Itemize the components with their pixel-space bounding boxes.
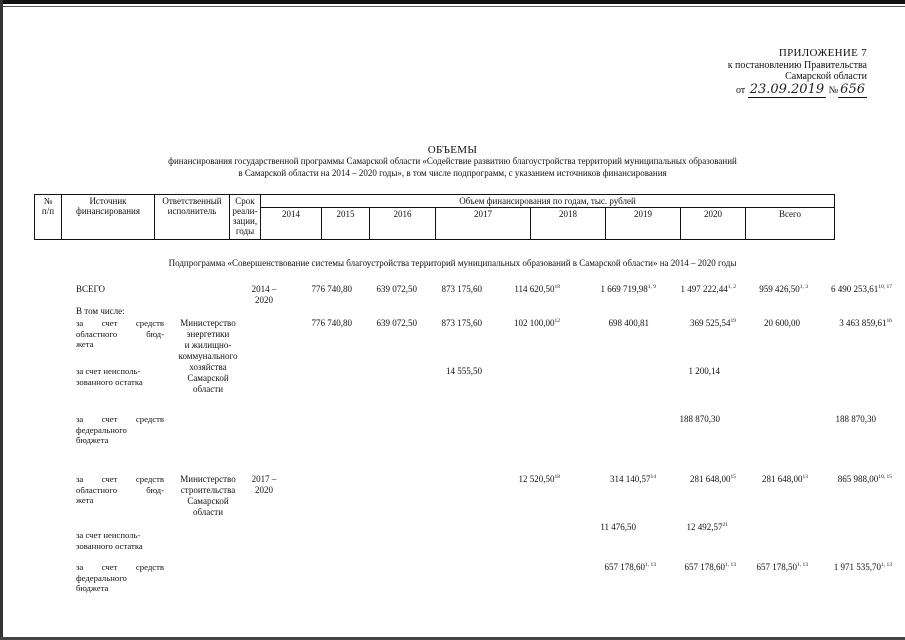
header-year-2017: 2017 bbox=[436, 208, 531, 240]
total-2017-value: 114 620,50 bbox=[514, 284, 555, 294]
r1-2019-note: 19 bbox=[730, 318, 736, 324]
total-2017 bbox=[470, 284, 560, 295]
header-source-line1: Источник bbox=[89, 196, 127, 206]
r6-2020 bbox=[736, 562, 808, 573]
total-2020-note: 1, 3 bbox=[799, 284, 808, 290]
r4-2020-note: 13 bbox=[802, 474, 808, 480]
r4-resp-line2: строительства bbox=[180, 485, 236, 495]
r4-responsible bbox=[168, 474, 248, 518]
r4-term-line2: 2020 bbox=[255, 485, 273, 495]
subtitle-line2: в Самарской области на 2014 – 2020 годы», в том числе подпрограмм, с указанием источников финансирования bbox=[238, 167, 667, 178]
r4-resp-line3: Самарской bbox=[187, 496, 229, 506]
header-year-2016: 2016 bbox=[370, 208, 436, 240]
r4-2019 bbox=[656, 474, 736, 485]
header-term-line2: реали- bbox=[232, 206, 258, 216]
r4-all bbox=[808, 474, 892, 485]
header-source-line2: финансирования bbox=[76, 206, 140, 216]
r5-label bbox=[76, 530, 164, 551]
total-2020-value: 959 426,50 bbox=[759, 284, 800, 294]
r2-label-line2: зованного остатка bbox=[76, 376, 143, 387]
total-2020 bbox=[736, 284, 808, 295]
r1-2014: 776 740,80 bbox=[311, 318, 352, 328]
appendix-block bbox=[728, 48, 867, 96]
r4-2017 bbox=[470, 474, 560, 485]
r4-2018-note: 14 bbox=[650, 474, 656, 480]
r1-responsible bbox=[168, 318, 248, 395]
r1-2015: 639 072,50 bbox=[376, 318, 417, 328]
header-num-line1: № bbox=[43, 196, 53, 206]
r4-2017-note: 18 bbox=[554, 474, 560, 480]
handwritten-date: 23.09.2019 bbox=[749, 81, 825, 97]
r6-label-line3: бюджета bbox=[76, 583, 109, 593]
total-label: ВСЕГО bbox=[76, 284, 105, 294]
header-num-line2: п/п bbox=[41, 206, 55, 216]
r4-label-line1: за счет средств bbox=[76, 474, 164, 484]
header-term-line4: годы bbox=[235, 226, 255, 236]
handwritten-number: 656 bbox=[840, 81, 865, 97]
r6-all-note: 1, 13 bbox=[881, 562, 892, 568]
total-2015: 639 072,50 bbox=[376, 284, 417, 294]
header-resp-line2: исполнитель bbox=[167, 206, 217, 216]
r1-resp-line7: области bbox=[192, 384, 224, 394]
header-year-2020: 2020 bbox=[681, 208, 746, 240]
r1-2017 bbox=[470, 318, 560, 329]
r6-label-line2: федерального bbox=[76, 572, 127, 583]
r4-2019-note: 15 bbox=[730, 474, 736, 480]
r1-resp-line6: Самарской bbox=[187, 373, 229, 383]
r6-2019-note: 1, 13 bbox=[725, 562, 736, 568]
r3-label-line3: бюджета bbox=[76, 435, 109, 445]
r4-resp-line1: Министерство bbox=[180, 474, 236, 484]
total-2019-value: 1 497 222,44 bbox=[680, 284, 728, 294]
r3-2019: 188 870,30 bbox=[679, 414, 720, 424]
header-term-line3: зации, bbox=[232, 216, 258, 226]
r4-label bbox=[76, 474, 164, 506]
appendix-title: ПРИЛОЖЕНИЕ 7 bbox=[778, 47, 867, 59]
total-all-value: 6 490 253,61 bbox=[831, 284, 879, 294]
r1-all-note: 16 bbox=[886, 318, 892, 324]
r1-label-line3: жета bbox=[76, 339, 94, 349]
total-2018-note: 1, 9 bbox=[647, 284, 656, 290]
header-source bbox=[62, 195, 155, 240]
r6-all bbox=[808, 562, 892, 573]
r4-2020 bbox=[736, 474, 808, 485]
total-all bbox=[808, 284, 892, 295]
r1-resp-line4: коммунального bbox=[178, 351, 238, 361]
r5-2018: 11 476,50 bbox=[600, 522, 636, 532]
r1-label bbox=[76, 318, 164, 350]
r1-label-line1: за счет средств bbox=[76, 318, 164, 328]
header-term-line1: Срок bbox=[235, 196, 255, 206]
number-label: № bbox=[828, 84, 839, 96]
r6-2018-note: 1, 13 bbox=[645, 562, 656, 568]
r1-resp-line2: энергетики bbox=[186, 329, 230, 339]
r1-resp-line3: и жилищно- bbox=[184, 340, 232, 350]
r5-2019-note: 21 bbox=[722, 522, 728, 528]
r1-2016: 873 175,60 bbox=[441, 318, 482, 328]
r4-2017-value: 12 520,50 bbox=[518, 474, 555, 484]
header-year-2015: 2015 bbox=[322, 208, 370, 240]
r4-term-line1: 2017 – bbox=[251, 474, 277, 484]
r1-all-value: 3 463 859,61 bbox=[839, 318, 887, 328]
r4-term bbox=[248, 474, 280, 496]
r6-2020-note: 1, 13 bbox=[797, 562, 808, 568]
r5-label-line2: зованного остатка bbox=[76, 540, 143, 551]
r1-resp-line5: хозяйства bbox=[189, 362, 227, 372]
total-2016: 873 175,60 bbox=[441, 284, 482, 294]
total-term bbox=[248, 284, 280, 306]
r1-2019 bbox=[656, 318, 736, 329]
header-year-total: Всего bbox=[746, 208, 835, 240]
r6-2020-value: 657 178,50 bbox=[756, 562, 797, 572]
scan-top-border-thin bbox=[0, 6, 905, 7]
r2-label-line1: за счет неисполь- bbox=[76, 366, 141, 376]
header-year-2019: 2019 bbox=[606, 208, 681, 240]
r4-2020-value: 281 648,00 bbox=[762, 474, 803, 484]
header-year-2014: 2014 bbox=[261, 208, 322, 240]
r6-all-value: 1 971 535,70 bbox=[833, 562, 881, 572]
header-year-2018: 2018 bbox=[531, 208, 606, 240]
r3-label-line1: за счет средств bbox=[76, 414, 164, 424]
header-num bbox=[35, 195, 62, 240]
appendix-line2: Самарской области bbox=[785, 71, 867, 82]
appendix-date-line bbox=[728, 81, 867, 97]
r4-2019-value: 281 648,00 bbox=[690, 474, 731, 484]
table-header bbox=[34, 194, 835, 240]
document-title: ОБЪЕМЫ bbox=[427, 144, 478, 156]
r6-label-line1: за счет средств bbox=[76, 562, 164, 572]
r6-2019-value: 657 178,60 bbox=[684, 562, 725, 572]
total-2018-value: 1 669 719,98 bbox=[600, 284, 648, 294]
header-resp-line1: Ответственный bbox=[162, 196, 222, 206]
r6-2018 bbox=[576, 562, 656, 573]
scan-left-border bbox=[0, 0, 3, 640]
r6-label bbox=[76, 562, 164, 594]
r1-2017-note: 12 bbox=[554, 318, 560, 324]
r6-2019 bbox=[656, 562, 736, 573]
r2-label bbox=[76, 366, 164, 387]
total-2018 bbox=[576, 284, 656, 295]
r4-all-value: 865 988,00 bbox=[837, 474, 879, 484]
r1-2020: 20 600,00 bbox=[764, 318, 800, 328]
r4-2018-value: 314 140,57 bbox=[610, 474, 651, 484]
r4-label-line2: областного бюд- bbox=[76, 484, 164, 495]
including-label: В том числе: bbox=[76, 306, 125, 316]
total-2017-note: 18 bbox=[554, 284, 560, 290]
r2-2019: 1 200,14 bbox=[688, 366, 720, 376]
total-2014: 776 740,80 bbox=[311, 284, 352, 294]
document-subtitle bbox=[60, 156, 845, 179]
total-term-line1: 2014 – bbox=[251, 284, 277, 294]
r4-2018 bbox=[576, 474, 656, 485]
r3-label bbox=[76, 414, 164, 446]
total-all-note: 10, 17 bbox=[878, 284, 892, 290]
appendix-line1: к постановлению Правительства bbox=[727, 59, 867, 71]
r5-label-line1: за счет неисполь- bbox=[76, 530, 141, 540]
subtitle-line1: финансирования государственной программы Самарской области «Содействие развитию благоустройства территорий муниципальных образований bbox=[168, 156, 737, 166]
total-2019 bbox=[656, 284, 736, 295]
r4-all-note: 10, 15 bbox=[878, 474, 892, 480]
r1-2017-value: 102 100,00 bbox=[514, 318, 555, 328]
header-term bbox=[230, 195, 261, 240]
r1-label-line2: областного бюд- bbox=[76, 328, 164, 339]
r4-resp-line4: области bbox=[192, 507, 224, 517]
r4-label-line3: жета bbox=[76, 495, 94, 505]
r3-label-line2: федерального bbox=[76, 424, 127, 435]
r1-resp-line1: Министерство bbox=[180, 318, 236, 328]
r6-2018-value: 657 178,60 bbox=[604, 562, 645, 572]
r5-2019 bbox=[656, 522, 728, 533]
total-2019-note: 1, 2 bbox=[727, 284, 736, 290]
header-volume: Объем финансирования по годам, тыс. рублей bbox=[261, 195, 835, 208]
r1-all bbox=[808, 318, 892, 329]
subprogram-title: Подпрограмма «Совершенствование системы благоустройства территорий муниципальных образований в Самарской области» на 2014 – 2020 годы bbox=[168, 258, 737, 268]
total-term-line2: 2020 bbox=[255, 295, 273, 305]
r1-2018: 698 400,81 bbox=[608, 318, 649, 328]
from-label: от bbox=[735, 84, 746, 96]
scan-top-border bbox=[0, 0, 905, 4]
r2-2016: 14 555,50 bbox=[446, 366, 482, 376]
r5-2019-value: 12 492,57 bbox=[686, 522, 723, 532]
r1-2019-value: 369 525,54 bbox=[690, 318, 731, 328]
header-responsible bbox=[155, 195, 230, 240]
r3-all: 188 870,30 bbox=[835, 414, 876, 424]
